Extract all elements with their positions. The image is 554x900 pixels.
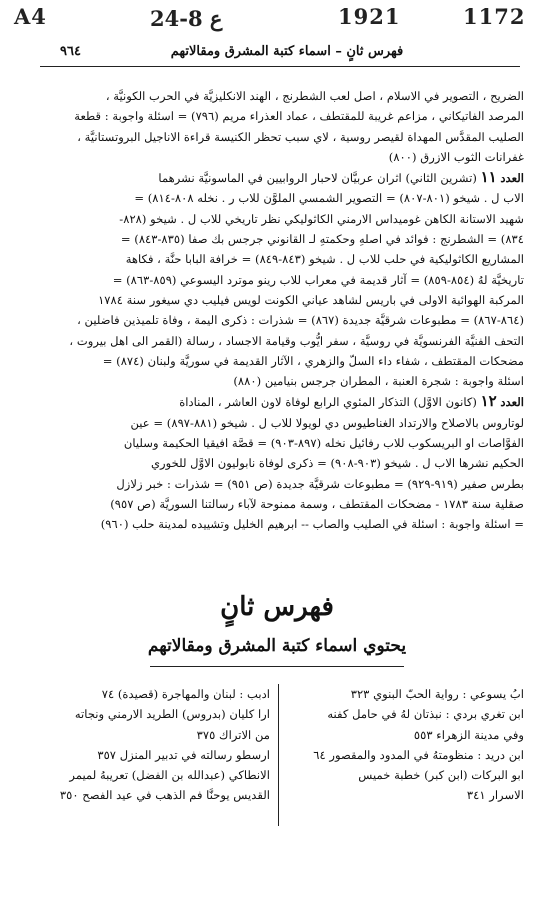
index-column-left bbox=[34, 684, 270, 806]
text-line: الضريح ، التصوير في الاسلام ، اصل لعب الشطرنج ، الهند الانكليزيَّة في الحرب الكونيَّة ، bbox=[105, 89, 524, 103]
text-line: التحف الفنيَّة الفرنسويَّة في روسيَّة ، سفر ايُّوب وقيامة الاجساد ، رسالة (القمر الى اهل بيروت ، bbox=[69, 333, 524, 348]
text-line: غفرانات الثوب الازرق (٨٠٠) bbox=[388, 149, 524, 164]
page-number: ٩٦٤ bbox=[60, 44, 81, 59]
text-line: = اسئلة واجوبة : اسئلة في الصليب والصاب -- ابرهيم الخليل وتشييده لمدينة حلب (٩٦٠) bbox=[100, 517, 524, 532]
text-line: الصليب المقدَّس المهداة لقيصر روسية ، لاي سبب تحظر الكنيسة قراءة الاناجيل البروتستانيَّة ، bbox=[77, 129, 524, 144]
handwritten-note-mid-right: 1921 bbox=[338, 4, 401, 29]
text-line: تاريخيَّة لهُ (٨٥٤-٨٥٩) = آثار قديمة في معراب للاب رينو موترد اليسوعي (٨٥٩-٨٦٣) = bbox=[112, 272, 524, 287]
issue-number: ١٢ bbox=[480, 392, 497, 411]
text-line: (كانون الاوَّل) التذكار المئوي الرابع لوفاة لاون العاشر ، المناداة bbox=[179, 395, 477, 410]
index-column-right bbox=[292, 684, 524, 806]
index-entry: الاسرار ٣٤١ bbox=[466, 788, 524, 803]
issue-12-first-line bbox=[34, 391, 524, 412]
text-line: (تشرين الثاني) اثران عربيَّان لاحبار الروابيين في الماسونيَّة نشرهما bbox=[158, 171, 477, 186]
handwritten-note-mid-left: 24-8 ع bbox=[150, 6, 223, 31]
index-entry: ارسطو رسالته في تدبير المنزل ٣٥٧ bbox=[97, 747, 270, 762]
index-entry: ابو البركات (ابن كبر) خطبة خميس bbox=[358, 768, 524, 783]
text-line: المشاريع الكاثوليكية في حلب للاب ل . شيخو (٨٤٣-٨٤٩) = خرافة البابا حنَّة ، فكاهة bbox=[125, 252, 524, 267]
text-line: الحكيم نشرها الاب ل . شيخو (٩٠٣-٩٠٨) = ذكرى لوفاة نابوليون الاوَّل للخوري bbox=[150, 456, 524, 471]
handwritten-note-left: A4 bbox=[14, 4, 47, 29]
header-rule bbox=[40, 66, 520, 67]
index-entry: وفي مدينة الزهراء ٥٥٣ bbox=[413, 727, 524, 742]
issue-label: العدد bbox=[500, 171, 524, 186]
handwritten-note-right: 1172 bbox=[463, 4, 526, 29]
text-line: المركبة الهوائية الاولى في باريس لشاهد عياني الكونت لويس فيليب دي سيغور سنة ١٧٨٤ bbox=[98, 292, 524, 307]
index-entry: ادبب : لبنان والمهاجرة (قصيدة) ٧٤ bbox=[101, 687, 270, 701]
issue-number: ١١ bbox=[480, 168, 497, 187]
text-line: لوتاروس بالاصلاح والارتداد الغناطيوس دي لويولا للاب ل . شيخو (٨٨١-٨٩٧) = عين bbox=[130, 415, 524, 430]
text-line: الاب ل . شيخو (٨٠١-٨٠٧) = التصوير الشمسي الملوَّن للاب ر . نخله ٨٠٨-٨١٤) = bbox=[134, 191, 524, 206]
issue-11-first-line bbox=[34, 167, 524, 188]
text-line: مضحكات المقتطف ، شفاء داء السلّ والزهري ، الآثار القديمة في سوريَّة ولبنان (٨٧٤) = bbox=[102, 353, 524, 368]
issue-label: العدد bbox=[500, 395, 524, 410]
section-title: فهرس ثانٍ bbox=[220, 592, 334, 622]
text-line: ٨٣٤) = الشطرنج : فوائد في اصلهِ وحكمتهِ لـ القانوني جرجس بك صفا (٨٣٥-٨٤٣) = bbox=[120, 232, 524, 247]
text-line: الفوَّاصات او البريسكوب للاب رفائيل نخله (٨٩٧-٩٠٣) = قصَّة افيقيا الحكيمة وسليان bbox=[123, 436, 524, 451]
running-header bbox=[60, 44, 514, 59]
column-divider bbox=[278, 684, 279, 826]
text-line: شهيد الاستانة الكاهن غوميداس الارمني الكاثوليكي نظر تاريخي للاب ل . شيخو (٨٢٨- bbox=[119, 211, 524, 226]
running-title: فهرس ثانٍ – اسماء كتبة المشرق ومقالاتهم bbox=[170, 44, 404, 59]
index-entry: ارا كليان (بدروس) الطريد الارمني ونجاته bbox=[74, 707, 270, 722]
section-rule bbox=[150, 666, 404, 667]
text-line: اسئلة واجوبة : شجرة العنبة ، المطران جرجس بنيامين (٨٨٠) bbox=[233, 374, 524, 389]
section-subtitle: يحتوي اسماء كتبة المشرق ومقالاتهم bbox=[147, 636, 407, 656]
issue-contents bbox=[34, 86, 524, 535]
text-line: بطرس صفير (٩١٩-٩٢٩) = مطبوعات شرقيَّة جديدة (ص ٩٥١) = شذرات : خبر زلازل bbox=[116, 476, 524, 491]
index-entry: ابن دريد : منظومتهُ في المدود والمقصور ٦٤ bbox=[313, 747, 524, 762]
index-entry: ابُ يسوعي : رواية الحبّ البنوي ٣٢٣ bbox=[350, 687, 524, 701]
text-line: صقلية سنة ١٧٨٣ - مضحكات المقتطف ، وسمة ممنوحة لآباء رسالتنا السوريَّة (ص ٩٥٧) bbox=[110, 496, 524, 511]
index-entry: من الاتراك ٣٧٥ bbox=[196, 727, 270, 742]
index-entry: القديس يوحنَّا فم الذهب في عيد الفصح ٣٥٠ bbox=[59, 788, 270, 803]
index-entry: الانطاكي (عبدالله بن الفضل) تعريبهُ لميمر bbox=[69, 768, 270, 783]
text-line: المرصد الفاتيكاني ، مزاعم غريبة للمقتطف ، عماد العذراء مريم (٧٩٦) = اسئلة واجوبة : قطعة bbox=[74, 109, 524, 124]
index-entry: ابن تغري بردي : نبذتان لهُ في حامل كفنه bbox=[327, 707, 524, 722]
text-line: (٨٦٤-٨٦٧) = مطبوعات شرقيَّة جديدة (٨٦٧) = شذرات : ذكرى اليمة ، وفاة تلميذين فاضلين ، bbox=[77, 313, 524, 328]
